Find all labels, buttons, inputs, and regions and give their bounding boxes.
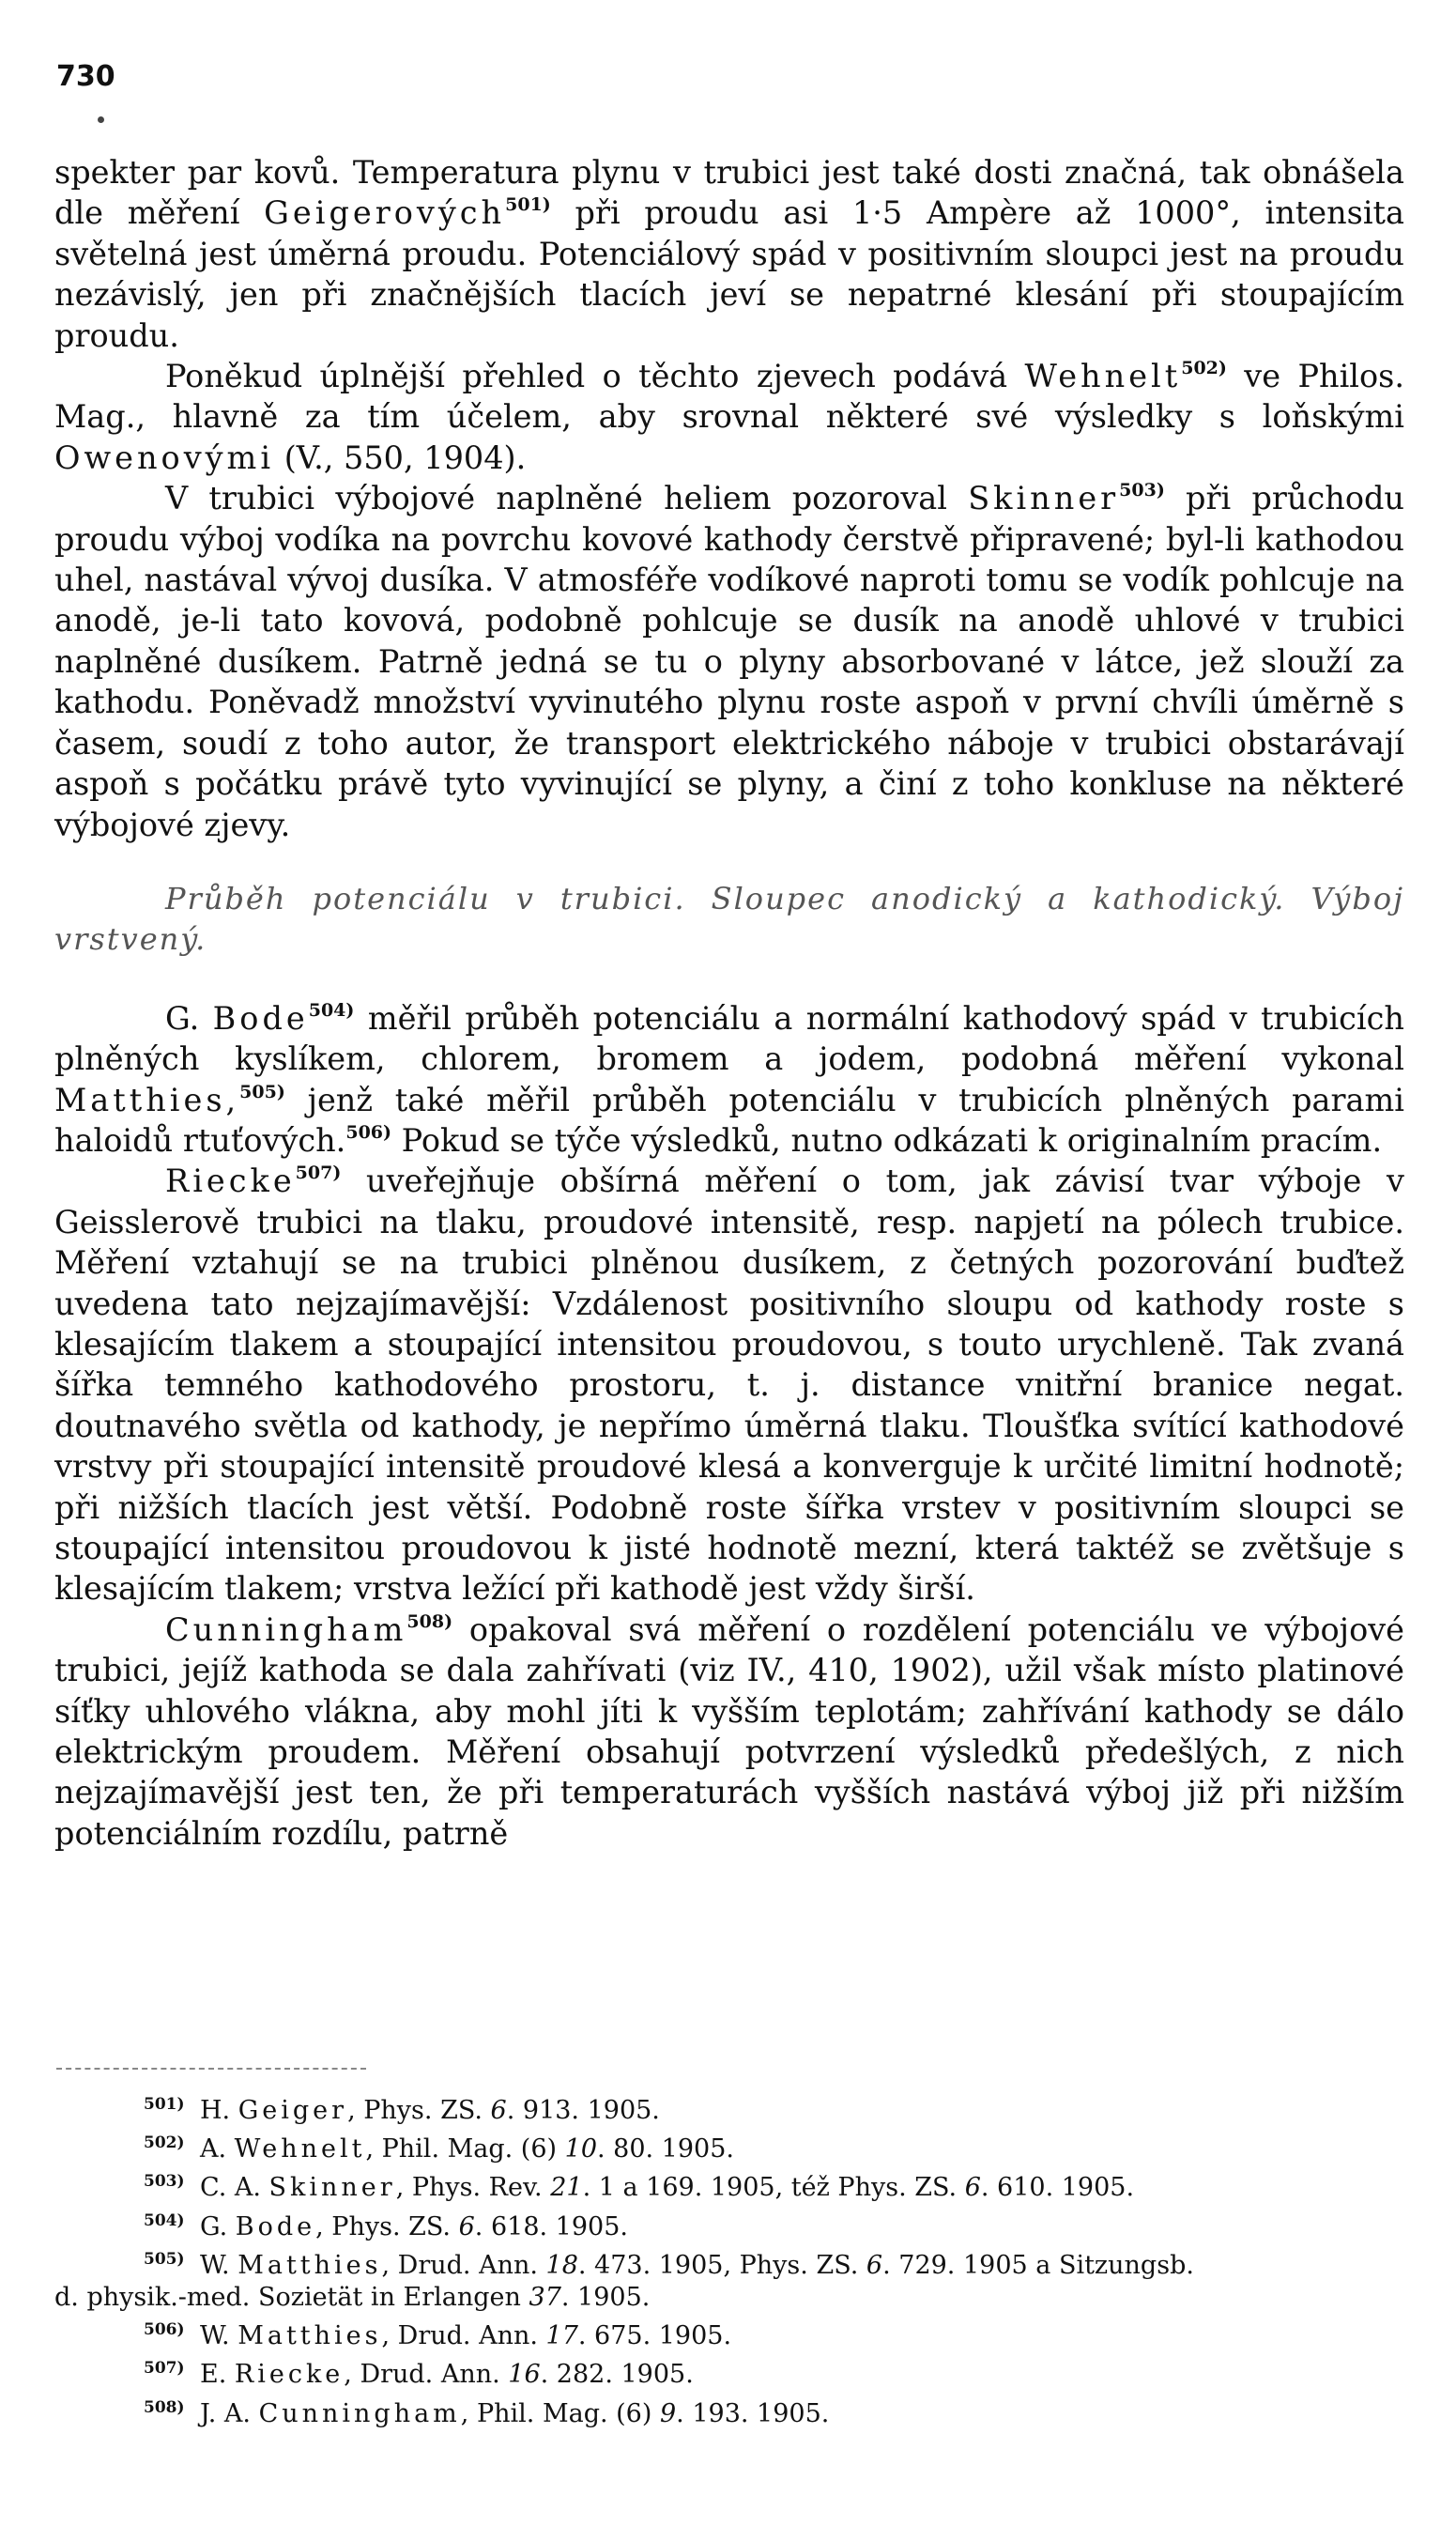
author-name: Cunningham [165,1610,407,1648]
paragraph-text: měřil průběh potenciálu a normální kathodový spád v trubicích plněných kyslíkem, chlorem, bromem a jodem, podobná měření vykonal [54,999,1404,1078]
footnote-ref: 504) [308,999,355,1021]
footnote-number: 505) [144,2249,185,2269]
footnote-item [54,2205,1404,2243]
paragraph-text: (V., 550, 1904). [274,439,527,476]
footnote-item [54,2352,1404,2391]
paragraph-text: jenž také měřil průběh potenciálu v trubicích plněných parami haloidů rtuťových. [54,1081,1404,1159]
author-name: Riecke [234,2360,345,2390]
footnote-text: . 675. 1905. [577,2321,732,2351]
author-name: Riecke [165,1163,296,1200]
author-name: Skinner [968,480,1120,517]
footnote-text: W. [200,2321,238,2351]
footnote-text: , Phys. ZS. [347,2096,491,2125]
volume-number: 6 [458,2211,475,2241]
footnote-text: E. [200,2360,235,2390]
paragraph-text: V trubici výbojové naplněné heliem pozoroval [165,480,969,517]
footnote-text: , Phys. Rev. [395,2173,551,2203]
author-name: Geiger [238,2096,348,2125]
footnote-text: d. physik.-med. Sozietät in Erlangen [54,2283,529,2313]
footnote-text: C. A. [200,2173,269,2203]
author-name: Owenovými [54,439,275,476]
footnote-item [54,2314,1404,2352]
page-number: 730 [56,60,115,93]
volume-number: 18 [545,2250,578,2280]
footnote-number: 507) [144,2359,185,2379]
paragraph-text: spekter par kovů. Temperatura plynu v trubici jest také dosti značná, tak obnášela dle měření [54,154,1404,232]
paragraph-p2 [54,356,1404,478]
footnote-text: , Phys. ZS. [315,2211,459,2241]
volume-number: 9 [659,2398,677,2428]
footnote-text: G. [200,2211,236,2241]
footnote-text: . 729. 1905 a Sitzungsb. [882,2250,1194,2280]
volume-number: 17 [545,2321,578,2351]
footnote-continuation [54,2282,1404,2314]
footnote-item [54,2165,1404,2204]
footnote-item [54,2127,1404,2165]
footnote-text: . 282. 1905. [540,2360,694,2390]
footnote-number: 503) [144,2172,185,2192]
footnote-text: J. A. [200,2398,259,2428]
footnote-text: . 80. 1905. [597,2134,734,2164]
footnote-number: 508) [144,2397,185,2417]
volume-number: 10 [564,2134,597,2164]
author-name: Matthies, [54,1081,240,1118]
volume-number: 6 [964,2173,981,2203]
footnote-text: . 1 a 169. 1905, též Phys. ZS. [582,2173,965,2203]
paragraph-text: ve Philos. Mag., hlavně za tím účelem, aby srovnal některé své výsledky s loňskými [54,358,1405,436]
footnote-text: , Drud. Ann. [381,2250,546,2280]
paragraph-text: Průběh potenciálu v trubici. Sloupec anodický a kathodický. Výboj vrstvený. [54,880,1404,958]
author-name: Geigerových [264,194,506,232]
author-name: Cunningham [258,2398,461,2428]
footnote-ref: 508) [406,1610,453,1632]
paragraph-p5 [54,1161,1404,1609]
author-name: Wehnelt [1024,358,1182,395]
footnote-ref: 503) [1119,480,1165,501]
footnote-ref: 505) [239,1081,285,1102]
footnote-ref: 501) [505,194,551,216]
paragraph-p4 [54,998,1404,1162]
volume-number: 37 [529,2283,561,2313]
footnote-text: . 193. 1905. [676,2398,830,2428]
paragraph-text: při proudu asi 1·5 Ampère až 1000°, intensita světelná jest úměrná proudu. Potenciálový spád v positivním sloupci jest na proudu nezávislý, jen při značnějších tlacích jeví se nepatrné klesání při stoupajícím proudu. [54,194,1404,354]
author-name: Matthies [238,2250,382,2280]
main-text [54,152,1404,1854]
footnote-text: . 618. 1905. [474,2211,628,2241]
footnote-item [54,2088,1404,2127]
footnote-text: . 1905. [560,2283,651,2313]
footnote-text: , Drud. Ann. [381,2321,546,2351]
paragraph-text: při průchodu proudu výboj vodíka na povrchu kovové kathody čerstvě připravené; byl-li kathodou uhel, nastával vývoj dusíka. V atmosféře vodíkové naproti tomu se vodík pohlcuje na anodě, je-li tato kovová, podobně pohlcuje se dusík na anodě uhlové v trubici naplněné dusíkem. Patrně jedná se tu o plyny absorbované v látce, jež slouží za kathodu. Poněvadž množství vyvinutého plynu roste aspoň v první chvíli úměrně s časem, soudí z toho autor, že transport elektrického náboje v trubici obstarávají aspoň s počátku právě tyto vyvinující se plyny, a činí z toho konkluse na některé výbojové zjevy. [54,480,1405,843]
footnote-text: H. [200,2096,238,2125]
footnote-divider [56,2068,366,2070]
author-name: Wehnelt [234,2134,366,2164]
author-name: Matthies [238,2321,382,2351]
footnote-text: , Drud. Ann. [344,2360,509,2390]
footnote-item [54,2392,1404,2430]
paragraph-p6 [54,1610,1404,1854]
footnote-ref: 507) [295,1163,342,1184]
footnote-text: , Phil. Mag. (6) [365,2134,565,2164]
paragraph-text: Pokud se týče výsledků, nutno odkázati k originalním pracím. [391,1121,1383,1159]
paragraph-text: G. [165,999,213,1037]
footnote-number: 502) [144,2133,185,2153]
volume-number: 6 [490,2096,507,2125]
section-heading [54,879,1404,961]
footnote-text: . 913. 1905. [506,2096,660,2125]
footnote-text: A. [200,2134,235,2164]
paragraph-p3 [54,478,1404,845]
paragraph-text: Poněkud úplnější přehled o těchto zjevech podává [165,358,1025,395]
paragraph-p1 [54,152,1404,356]
author-name: Bode [235,2211,316,2241]
footnotes [54,2088,1404,2430]
footnote-text: , Phil. Mag. (6) [460,2398,660,2428]
footnote-number: 504) [144,2210,185,2230]
author-name: Bode [212,999,309,1037]
footnote-text: W. [200,2250,238,2280]
ink-dot [98,116,104,123]
footnote-ref: 502) [1181,358,1227,379]
volume-number: 6 [866,2250,883,2280]
volume-number: 21 [550,2173,583,2203]
volume-number: 16 [508,2360,541,2390]
footnote-item [54,2243,1404,2282]
paragraph-text: opakoval svá měření o rozdělení potenciálu ve výbojové trubici, jejíž kathoda se dala zahřívati (viz IV., 410, 1902), užil však místo platinové síťky uhlového vlákna, aby mohl jíti k vyšším teplotám; zahřívání kathody se dálo elektrickým proudem. Měření obsahují potvrzení výsledků předešlých, z nich nejzajímavější jest ten, že při temperaturách vyšších nastává výboj již při nižším potenciálním rozdílu, patrně [54,1610,1404,1852]
paragraph-text: uveřejňuje obšírná měření o tom, jak závisí tvar výboje v Geisslerově trubici na tlaku, proudové intensitě, resp. napjetí na pólech trubice. Měření vztahují se na trubici plněnou dusíkem, z četných pozorování buďtež uvedena tato nejzajímavější: Vzdálenost positivního sloupu od kathody roste s klesajícím tlakem a stoupající intensitou proudovou, s touto urychleně. Tak zvaná šířka temného kathodového prostoru, t. j. distance vnitřní branice negat. doutnavého světla od kathody, je nepřímo úměrná tlaku. Tloušťka svítící kathodové vrstvy při stoupající intensitě proudové klesá a konverguje k určité limitní hodnotě; při nižších tlacích jest větší. Podobně roste šířka vrstev v positivním sloupci se stoupající intensitou proudovou k jisté hodnotě mezní, která taktéž se zvětšuje s klesajícím tlakem; vrstva ležící při kathodě jest vždy širší. [54,1163,1404,1608]
footnote-text: . 610. 1905. [980,2173,1135,2203]
footnote-number: 506) [144,2320,185,2340]
author-name: Skinner [268,2173,396,2203]
footnote-ref: 506) [345,1121,391,1143]
footnote-number: 501) [144,2095,185,2114]
footnote-text: . 473. 1905, Phys. ZS. [577,2250,866,2280]
